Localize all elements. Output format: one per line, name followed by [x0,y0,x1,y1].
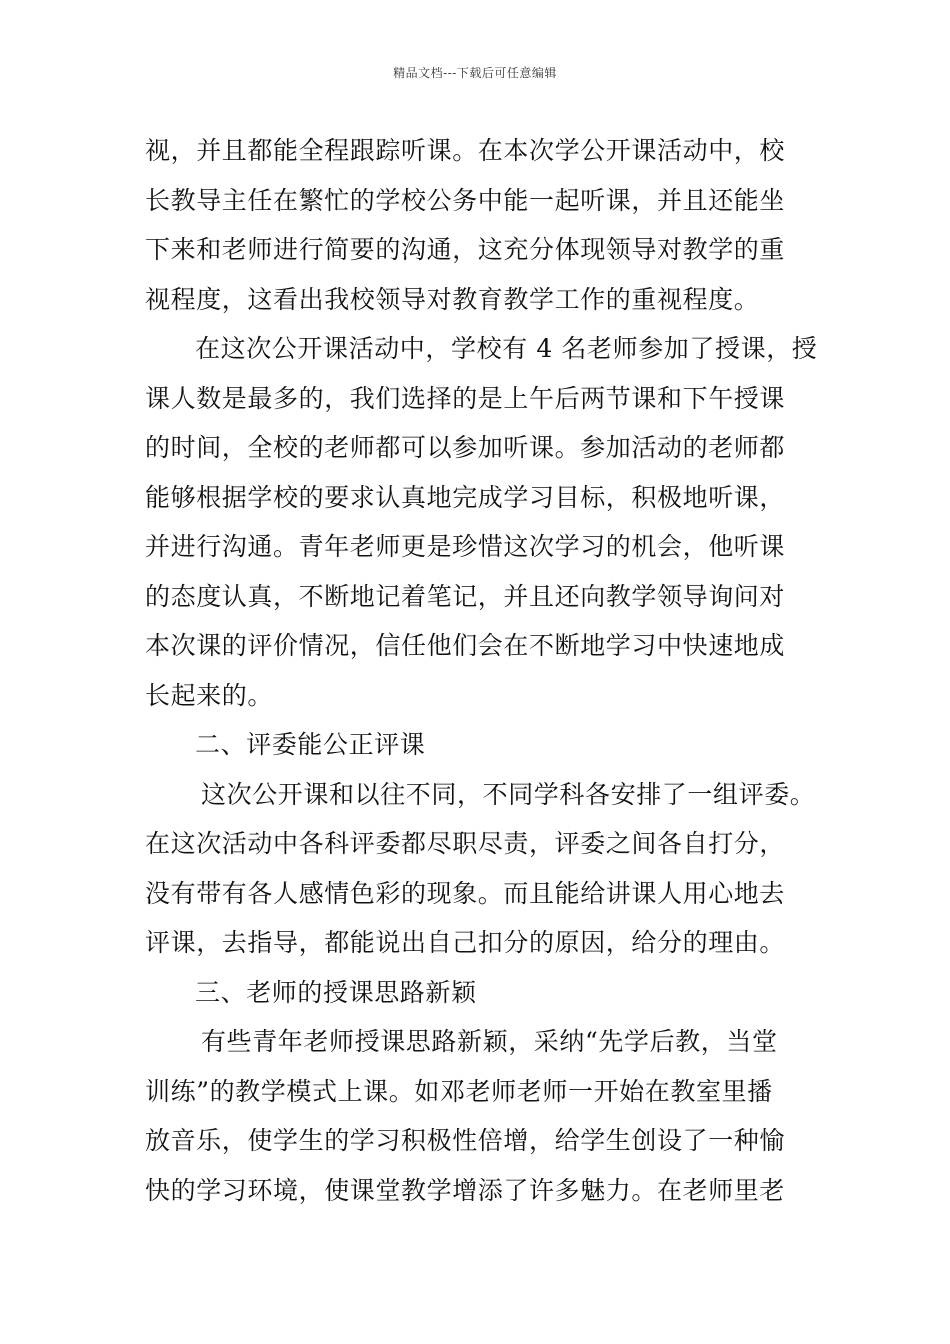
section-heading: 三、老师的授课思路新颖 [195,977,477,1007]
text-line: 视程度，这看出我校领导对教育教学工作的重视程度。 [145,284,760,314]
document-body [145,126,835,1215]
text-line: 评课，去指导，都能说出自己扣分的原因，给分的理由。 [145,928,786,957]
page-header: 精品文档---下载后可任意编辑 [393,66,557,80]
text-line: 视，并且都能全程跟踪听课。在本次学公开课活动中，校 [145,136,786,165]
paragraph-first-line: 有些青年老师授课思路新颖，采纳“先学后教，当堂 [201,1027,778,1056]
text-line: 快的学习环境，使课堂教学增添了许多魅力。在老师里老 [145,1175,786,1205]
text-line: 放音乐，使学生的学习积极性倍增，给学生创设了一种愉 [145,1126,786,1155]
paragraph-first-line: 在这次公开课活动中，学校有 4 名老师参加了授课，授 [195,334,818,363]
text-line: 本次课的评价情况，信任他们会在不断地学习中快速地成 [145,631,786,660]
text-line: 长起来的。 [145,680,274,710]
text-line: 在这次活动中各科评委都尽职尽责，评委之间各自打分， [145,829,786,858]
text-line: 并进行沟通。青年老师更是珍惜这次学习的机会，他听课 [145,532,786,561]
paragraph-first-line: 这次公开课和以往不同，不同学科各安排了一组评委。 [201,779,816,809]
text-line: 的态度认真，不断地记着笔记，并且还向教学领导询问对 [145,581,786,611]
section-heading: 二、评委能公正评课 [195,730,426,759]
text-line: 训练”的教学模式上课。如邓老师老师一开始在教室里播 [145,1076,773,1106]
text-line: 能够根据学校的要求认真地完成学习目标，积极地听课， [145,482,786,512]
text-line: 下来和老师进行简要的沟通，这充分体现领导对教学的重 [145,235,786,264]
text-line: 课人数是最多的，我们选择的是上午后两节课和下午授课 [145,383,786,413]
text-line: 长教导主任在繁忙的学校公务中能一起听课，并且还能坐 [145,185,786,215]
text-line: 没有带有各人感情色彩的现象。而且能给讲课人用心地去 [145,878,786,908]
text-line: 的时间，全校的老师都可以参加听课。参加活动的老师都 [145,433,786,462]
